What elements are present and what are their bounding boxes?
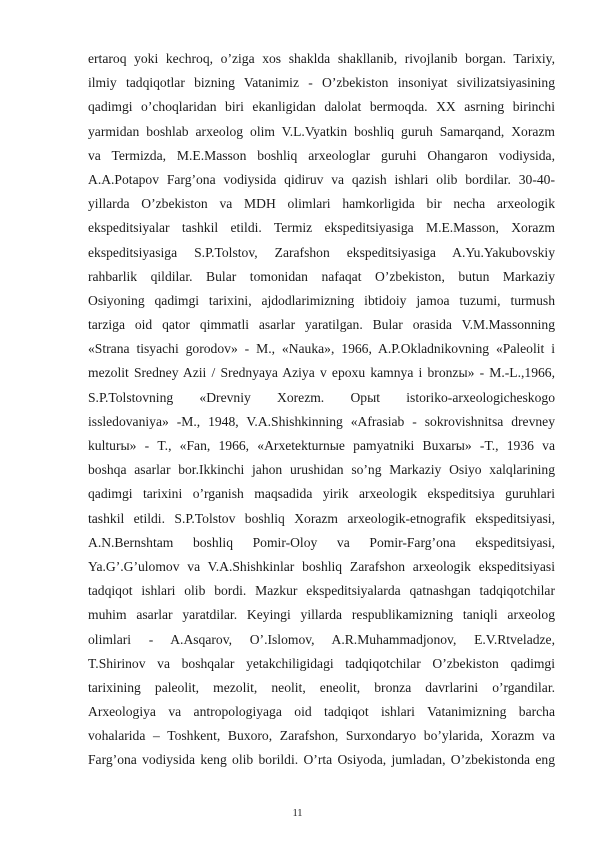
text-line: vohalarida – Toshkent, Buxoro, Zarafshon, Surxondaryo bo’ylarida, Xorazm va bbox=[88, 728, 555, 744]
text-line: boshqa asarlar bor.Ikkinchi jahon urushidan so’ng Markaziy Osiyo xalqlarining bbox=[88, 462, 555, 478]
text-line: tarixining paleolit, mezolit, neolit, eneolit, bronza davrlarini o’rgandilar. bbox=[88, 679, 555, 695]
text-line: tarziga oid qator qimmatli asarlar yaratilgan. Bular orasida V.M.Massonning bbox=[88, 317, 555, 333]
text-line: Farg’ona vodiysida keng olib borildi. O’rta Osiyoda, jumladan, O’zbekistonda eng bbox=[88, 752, 555, 768]
text-line: issledovaniya» -M., 1948, V.A.Shishkinning «Afrasiab - sokrovishnitsa drevney bbox=[88, 413, 555, 429]
text-line: qadimgi o’choqlaridan biri ekanligidan dalolat bermoqda. XX asrning birinchi bbox=[88, 99, 555, 115]
text-line: ekspeditsiyalar tashkil etildi. Termiz ekspeditsiyasiga M.E.Masson, Xorazm bbox=[88, 220, 555, 236]
page-number: 11 bbox=[292, 808, 303, 819]
text-line: rahbarlik qildilar. Bular tomonidan nafaqat O’zbekiston, butun Markaziy bbox=[88, 268, 555, 284]
text-line: tashkil etildi. S.P.Tolstov boshliq Xorazm arxeologik-etnografik ekspeditsiyasi, bbox=[88, 510, 555, 526]
text-line: kulturы» - T., «Fan, 1966, «Arxetekturnыe pamyatniki Buxarы» -T., 1936 va bbox=[88, 438, 555, 453]
text-line: Osiyoning qadimgi tarixini, ajdodlarimizning ibtidoiy jamoa tuzumi, turmush bbox=[88, 292, 555, 308]
text-line: A.A.Potapov Farg’ona vodiysida qidiruv va qazish ishlari olib bordilar. 30-40- bbox=[88, 171, 555, 187]
text-line: va Termizda, M.E.Masson boshliq arxeologlar guruhi Ohangaron vodiysida, bbox=[88, 147, 555, 163]
text-line: mezolit Sredney Azii / Srednyaya Aziya v epoxu kamnya i bronzы» - M.-L.,1966, bbox=[88, 365, 555, 381]
text-line: «Strana tisyachi gorodov» - M., «Nauka», 1966, A.P.Okladnikovning «Paleolit i bbox=[88, 341, 555, 357]
text-line: tadqiqot ishlari olib bordi. Mazkur ekspeditsiyalarda qatnashgan tadqiqotchilar bbox=[88, 583, 555, 599]
text-line: yarmidan boshlab arxeolog olim V.L.Vyatkin boshliq guruh Samarqand, Xorazm bbox=[88, 123, 555, 139]
text-line: Ya.G’.G’ulomov va V.A.Shishkinlar boshliq Zarafshon arxeologik ekspeditsiyasi bbox=[88, 558, 555, 574]
text-line: ertaroq yoki kechroq, o’ziga xos shaklda shakllanib, rivojlanib borgan. Tarixiy, bbox=[88, 51, 555, 66]
text-line: qadimgi tarixini o’rganish maqsadida yirik arxeologik ekspeditsiya guruhlari bbox=[88, 486, 555, 502]
text-line: ilmiy tadqiqotlar bizning Vatanimiz - O’zbekiston insoniyat sivilizatsiyasining bbox=[88, 75, 555, 91]
text-line: T.Shirinov va boshqalar yetakchiligidagi tadqiqotchilar O’zbekiston qadimgi bbox=[88, 655, 555, 671]
text-line: olimlari - A.Asqarov, O’.Islomov, A.R.Muhammadjonov, E.V.Rtveladze, bbox=[88, 631, 555, 647]
text-line: A.N.Bernshtam boshliq Pomir-Oloy va Pomir-Farg’ona ekspeditsiyasi, bbox=[88, 534, 555, 550]
text-line: Arxeologiya va antropologiyaga oid tadqiqot ishlari Vatanimizning barcha bbox=[88, 704, 555, 720]
text-line: yillarda O’zbekiston va MDH olimlari hamkorligida bir necha arxeologik bbox=[88, 196, 555, 212]
text-line: S.P.Tolstovning «Drevniy Xorezm. Opыt istoriko-arxeologicheskogo bbox=[88, 389, 555, 405]
body-text bbox=[88, 47, 555, 773]
text-line: ekspeditsiyasiga S.P.Tolstov, Zarafshon ekspeditsiyasiga A.Yu.Yakubovskiy bbox=[88, 244, 555, 260]
text-line: muhim asarlar yaratdilar. Keyingi yillarda respublikamizning taniqli arxeolog bbox=[88, 607, 555, 623]
